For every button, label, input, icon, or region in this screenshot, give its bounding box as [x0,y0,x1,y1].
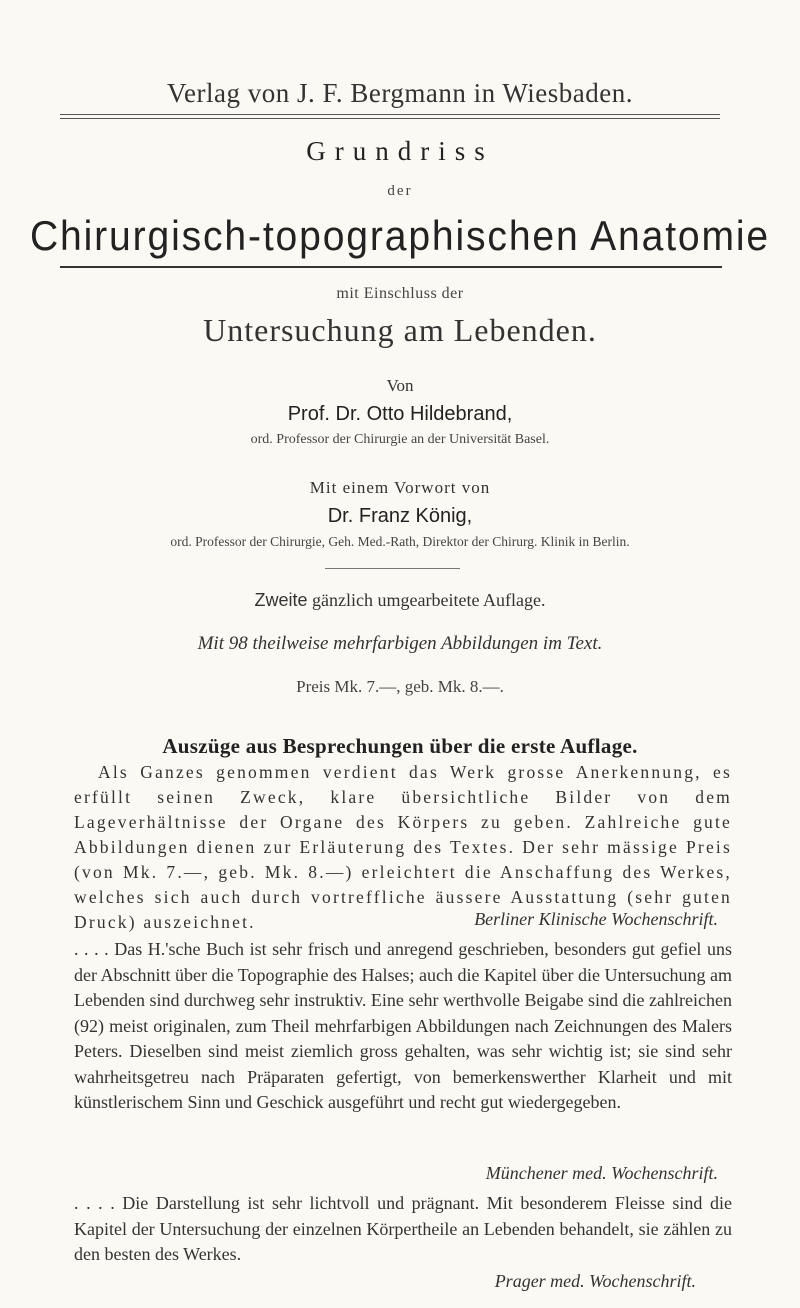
edition-rest: gänzlich umgearbeitete Auflage. [307,590,546,610]
edition-line [0,590,800,611]
price-line: Preis Mk. 7.—, geb. Mk. 8.—. [296,677,504,696]
title-der: der [387,183,413,199]
review-text-1: Als Ganzes genommen verdient das Werk grosse Anerkennung, es erfüllt seinen Zweck, klare übersichtliche Bilder von dem Lageverhältnisse der Organe des Körpers zu geben. Zahlreiche gute Abbildungen dienen zur Erläuterung des Textes. Der sehr mässige Preis (von Mk. 7.—, geb. Mk. 8.—) erleichtert die Anschaffung des Werkes, welches sich auch durch vortreffliche äussere Ausstattung (sehr guten Druck) auszeichnet. [74,762,732,932]
double-rule [60,114,720,119]
foreword-author-name: Dr. Franz König, [327,505,473,527]
illustrations-line: Mit 98 theilweise mehrfarbigen Abbildungen im Text. [197,633,603,654]
main-title: Chirurgisch-topographischen Anatomie [29,212,771,259]
title-grundriss: Grundriss [306,136,494,166]
author-affiliation: ord. Professor der Chirurgie an der Universität Basel. [250,432,550,447]
edition-word: Zweite [254,590,308,610]
von-label: Von [386,376,414,395]
review-source-2: Münchener med. Wochenschrift. [485,1163,718,1183]
author-name: Prof. Dr. Otto Hildebrand, [287,403,513,425]
subtitle-main: Untersuchung am Lebenden. [203,312,597,348]
subtitle-mit: mit Einschluss der [336,285,464,302]
short-rule [325,568,460,569]
review-text-2: . . . . Das H.'sche Buch ist sehr frisch und anregend geschrieben, besonders gut gefiel uns der Abschnitt über die Topographie des Halses; auch die Kapitel über die Untersuchung am Lebenden sind durchweg sehr instruktiv. Eine sehr werthvolle Beigabe sind die zahlreichen (92) meist originalen, zum Theil mehrfarbigen Abbildungen nach Zeichnungen des Malers Peters. Dieselben sind meist ziemlich gross gehalten, was sehr wichtig ist; sie sind sehr wahrheitsgetreu nach Präparaten gefertigt, von bemerkenswerther Klarheit und mit künstlerischem Sinn und Geschick ausgeführt und recht gut wiedergegeben. [74,939,732,1112]
thick-rule [60,266,722,268]
foreword-line: Mit einem Vorwort von [309,478,491,497]
reviews-heading: Auszüge aus Besprechungen über die erste Auflage. [162,734,638,758]
publisher-line: Verlag von J. F. Bergmann in Wiesbaden. [167,78,633,108]
review-source-3: Prager med. Wochenschrift. [494,1271,696,1291]
review-source: Berliner Klinische Wochenschrift. [474,909,718,929]
foreword-author-affiliation: ord. Professor der Chirurgie, Geh. Med.-Rath, Direktor der Chirurg. Klinik in Berlin. [170,534,630,549]
review-text-3: . . . . Die Darstellung ist sehr lichtvoll und prägnant. Mit besonderem Fleisse sind die Kapitel der Untersuchung der einzelnen Körpertheile an Lebenden behandelt, sie zählen zu den besten des Werkes. [74,1193,732,1264]
